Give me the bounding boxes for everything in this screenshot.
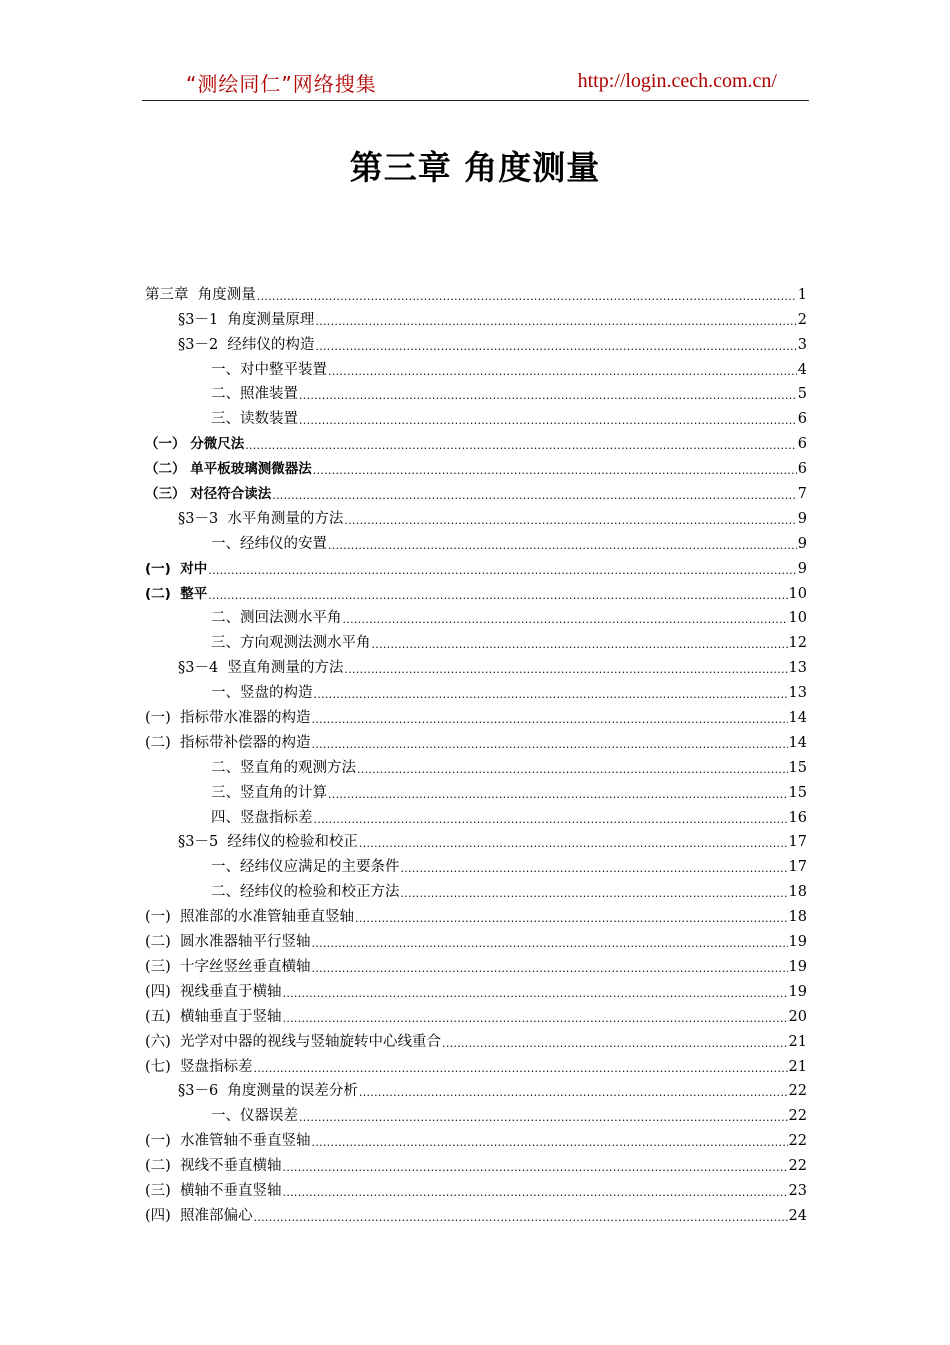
toc-entry-page: 3: [797, 336, 807, 353]
toc-entry[interactable]: [145, 279, 807, 304]
toc-leader-dots: [357, 763, 788, 777]
header-url[interactable]: http://login.cech.com.cn/: [577, 70, 777, 92]
toc-entry-title: 第三章 角度测量: [145, 286, 256, 303]
toc-entry-title: §3－4 竖直角测量的方法: [178, 660, 344, 677]
toc-entry[interactable]: [145, 329, 807, 354]
toc-entry[interactable]: [145, 1051, 807, 1076]
toc-entry-title: 二、照准装置: [211, 386, 298, 403]
toc-leader-dots: [359, 837, 788, 851]
toc-entry[interactable]: [145, 1175, 807, 1200]
toc-entry-page: 10: [788, 610, 807, 627]
toc-leader-dots: [299, 1111, 788, 1125]
toc-leader-dots: [283, 1012, 788, 1026]
toc-entry[interactable]: [145, 428, 807, 453]
toc-leader-dots: [343, 613, 788, 627]
toc-entry[interactable]: [145, 478, 807, 503]
toc-entry[interactable]: [145, 1076, 807, 1101]
toc-entry[interactable]: [145, 553, 807, 578]
toc-entry-title: 一、经纬仪应满足的主要条件: [211, 859, 400, 876]
toc-leader-dots: [208, 564, 797, 578]
toc-entry-page: 18: [788, 884, 807, 901]
toc-entry-page: 7: [797, 486, 807, 503]
toc-leader-dots: [442, 1037, 788, 1051]
toc-entry-title: （三） 对径符合读法: [145, 486, 272, 503]
toc-entry[interactable]: [145, 1200, 807, 1225]
toc-leader-dots: [344, 663, 787, 677]
toc-leader-dots: [344, 514, 796, 528]
toc-leader-dots: [359, 1086, 788, 1100]
toc-entry-page: 23: [788, 1182, 807, 1199]
toc-entry[interactable]: [145, 1001, 807, 1026]
toc-entry[interactable]: [145, 976, 807, 1001]
toc-leader-dots: [401, 887, 788, 901]
toc-entry[interactable]: [145, 901, 807, 926]
toc-entry-page: 20: [788, 1008, 807, 1025]
toc-entry-title: (四) 照准部偏心: [145, 1207, 253, 1224]
toc-entry[interactable]: [145, 752, 807, 777]
toc-entry-page: 22: [788, 1158, 807, 1175]
chapter-title: 第三章 角度测量: [349, 148, 601, 187]
toc-entry[interactable]: [145, 578, 807, 603]
toc-entry[interactable]: [145, 354, 807, 379]
toc-entry-title: （二） 单平板玻璃测微器法: [145, 461, 312, 478]
toc-entry-title: (四) 视线垂直于横轴: [145, 983, 282, 1000]
toc-leader-dots: [283, 987, 788, 1001]
toc-entry-page: 1: [797, 286, 807, 303]
toc-entry-title: 二、经纬仪的检验和校正方法: [211, 884, 400, 901]
toc-entry-title: 二、测回法测水平角: [211, 610, 342, 627]
toc-entry[interactable]: [145, 926, 807, 951]
toc-entry-title: (五) 横轴垂直于竖轴: [145, 1008, 282, 1025]
toc-entry[interactable]: [145, 1026, 807, 1051]
toc-leader-dots: [328, 788, 788, 802]
toc-entry-page: 21: [788, 1033, 807, 1050]
toc-entry-page: 17: [788, 859, 807, 876]
toc-entry-title: (一) 照准部的水准管轴垂直竖轴: [145, 909, 355, 926]
toc-entry-title: (二) 圆水准器轴平行竖轴: [145, 934, 311, 951]
toc-leader-dots: [328, 539, 797, 553]
toc-entry-title: (二) 视线不垂直横轴: [145, 1158, 282, 1175]
toc-entry-title: (三) 横轴不垂直竖轴: [145, 1182, 282, 1199]
toc-entry-page: 4: [797, 361, 807, 378]
toc-entry-page: 21: [788, 1058, 807, 1075]
toc-entry-page: 22: [788, 1083, 807, 1100]
toc-entry-title: 四、竖盘指标差: [211, 809, 313, 826]
toc-entry-title: (六) 光学对中器的视线与竖轴旋转中心线重合: [145, 1033, 442, 1050]
toc-entry[interactable]: [145, 827, 807, 852]
toc-entry-page: 14: [788, 734, 807, 751]
toc-entry-title: (二) 整平: [145, 585, 208, 602]
toc-entry-page: 2: [797, 311, 807, 328]
toc-entry[interactable]: [145, 403, 807, 428]
table-of-contents: [145, 279, 807, 1225]
toc-leader-dots: [314, 688, 788, 702]
toc-entry-page: 6: [797, 461, 807, 478]
toc-entry[interactable]: [145, 503, 807, 528]
toc-leader-dots: [245, 439, 797, 453]
toc-leader-dots: [283, 1186, 788, 1200]
toc-leader-dots: [313, 464, 797, 478]
toc-leader-dots: [312, 962, 788, 976]
toc-entry-page: 12: [788, 635, 807, 652]
toc-entry-page: 17: [788, 834, 807, 851]
toc-entry-page: 9: [797, 510, 807, 527]
toc-entry-page: 6: [797, 411, 807, 428]
toc-entry-page: 9: [797, 535, 807, 552]
toc-leader-dots: [315, 340, 796, 354]
toc-leader-dots: [272, 489, 797, 503]
toc-leader-dots: [312, 713, 788, 727]
toc-entry-title: (三) 十字丝竖丝垂直横轴: [145, 958, 311, 975]
toc-leader-dots: [257, 290, 797, 304]
toc-leader-dots: [372, 638, 788, 652]
toc-entry-page: 22: [788, 1108, 807, 1125]
toc-leader-dots: [254, 1211, 788, 1225]
toc-entry-page: 16: [788, 809, 807, 826]
toc-entry-page: 19: [788, 958, 807, 975]
toc-entry-page: 13: [788, 660, 807, 677]
toc-entry[interactable]: [145, 453, 807, 478]
toc-entry[interactable]: [145, 876, 807, 901]
toc-entry-page: 15: [788, 759, 807, 776]
toc-leader-dots: [401, 862, 788, 876]
toc-entry[interactable]: [145, 304, 807, 329]
toc-entry-title: 三、方向观测法测水平角: [211, 635, 371, 652]
toc-leader-dots: [254, 1062, 788, 1076]
toc-entry-page: 24: [788, 1207, 807, 1224]
toc-entry-title: (二) 指标带补偿器的构造: [145, 734, 311, 751]
toc-entry-page: 6: [797, 436, 807, 453]
toc-entry-title: §3－3 水平角测量的方法: [178, 510, 344, 527]
toc-leader-dots: [299, 389, 797, 403]
page-header: [142, 66, 809, 101]
toc-entry[interactable]: [145, 379, 807, 404]
toc-entry-page: 15: [788, 784, 807, 801]
toc-entry[interactable]: [145, 1125, 807, 1150]
toc-entry[interactable]: [145, 802, 807, 827]
toc-leader-dots: [355, 912, 788, 926]
toc-entry-page: 22: [788, 1133, 807, 1150]
toc-entry[interactable]: [145, 951, 807, 976]
toc-entry-page: 13: [788, 685, 807, 702]
toc-entry-page: 5: [797, 386, 807, 403]
header-source-text: “测绘同仁”网络搜集: [186, 72, 377, 96]
toc-leader-dots: [328, 365, 797, 379]
toc-entry-page: 19: [788, 983, 807, 1000]
toc-entry-title: (一) 指标带水准器的构造: [145, 710, 311, 727]
toc-entry-title: 一、竖盘的构造: [211, 685, 313, 702]
toc-entry-title: §3－2 经纬仪的构造: [178, 336, 315, 353]
toc-leader-dots: [312, 738, 788, 752]
toc-leader-dots: [315, 315, 796, 329]
toc-entry-title: （一） 分微尺法: [145, 436, 245, 453]
toc-leader-dots: [208, 589, 787, 603]
toc-entry-page: 18: [788, 909, 807, 926]
toc-entry-page: 10: [788, 585, 807, 602]
toc-entry-title: 一、对中整平装置: [211, 361, 327, 378]
toc-entry-page: 14: [788, 710, 807, 727]
toc-entry-title: 一、仪器误差: [211, 1108, 298, 1125]
toc-entry-title: 一、经纬仪的安置: [211, 535, 327, 552]
toc-entry-title: 三、竖直角的计算: [211, 784, 327, 801]
toc-entry[interactable]: [145, 851, 807, 876]
toc-leader-dots: [312, 937, 788, 951]
toc-leader-dots: [283, 1161, 788, 1175]
toc-entry[interactable]: [145, 702, 807, 727]
toc-entry-title: (一) 对中: [145, 560, 208, 577]
toc-entry-title: (七) 竖盘指标差: [145, 1058, 253, 1075]
toc-leader-dots: [299, 414, 797, 428]
toc-entry[interactable]: [145, 652, 807, 677]
toc-entry-title: (一) 水准管轴不垂直竖轴: [145, 1133, 311, 1150]
toc-entry-title: §3－6 角度测量的误差分析: [178, 1083, 358, 1100]
toc-entry[interactable]: [145, 1100, 807, 1125]
toc-entry-title: 二、竖直角的观测方法: [211, 759, 356, 776]
toc-entry[interactable]: [145, 1150, 807, 1175]
toc-entry[interactable]: [145, 627, 807, 652]
toc-entry[interactable]: [145, 603, 807, 628]
toc-entry[interactable]: [145, 777, 807, 802]
toc-entry[interactable]: [145, 677, 807, 702]
toc-entry-page: 9: [797, 560, 807, 577]
toc-entry[interactable]: [145, 727, 807, 752]
toc-entry-page: 19: [788, 934, 807, 951]
toc-entry-title: 三、读数装置: [211, 411, 298, 428]
toc-entry-title: §3－1 角度测量原理: [178, 311, 315, 328]
toc-leader-dots: [312, 1136, 788, 1150]
toc-entry-title: §3－5 经纬仪的检验和校正: [178, 834, 358, 851]
toc-entry[interactable]: [145, 528, 807, 553]
toc-leader-dots: [314, 813, 788, 827]
